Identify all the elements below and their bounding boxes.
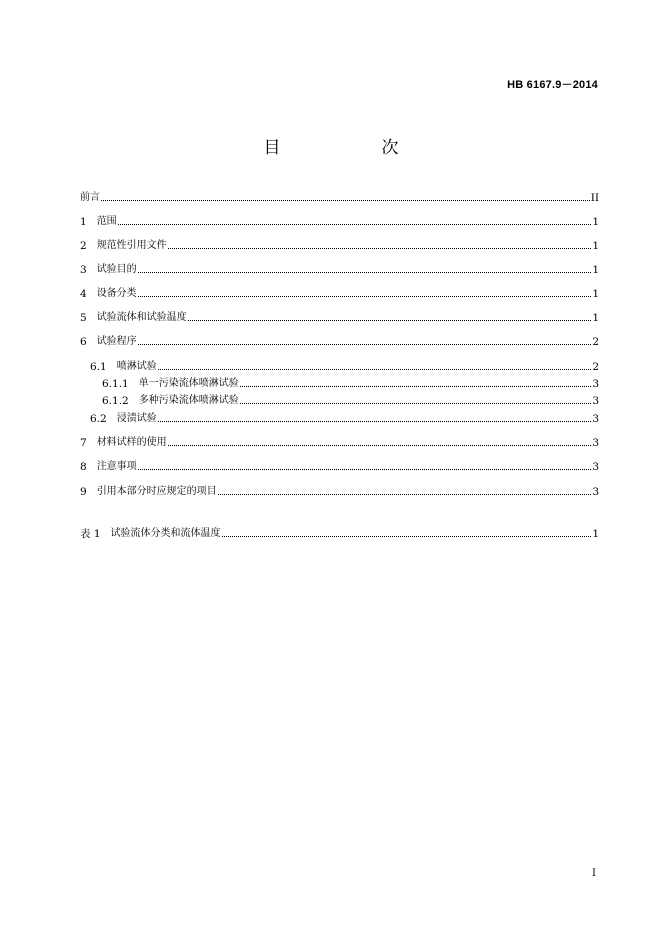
toc-entry-6[interactable]	[80, 333, 599, 349]
toc-leader-dots	[222, 535, 592, 537]
page-number: I	[592, 868, 596, 879]
toc-leader-dots	[138, 468, 592, 470]
toc-entry-3[interactable]	[80, 261, 599, 277]
toc-page-number: 3	[592, 486, 599, 498]
toc-entry-2[interactable]	[80, 237, 599, 253]
toc-page-number: 1	[592, 216, 599, 228]
toc-page-number: 3	[592, 437, 599, 449]
toc-leader-dots	[188, 319, 592, 321]
toc-page-number: 3	[592, 413, 599, 425]
toc-page-number: 1	[592, 312, 599, 324]
toc-section-number: 1	[80, 216, 87, 228]
toc-page-number: 3	[592, 378, 599, 390]
toc-table-entry-1[interactable]	[80, 525, 599, 541]
toc-entry-5[interactable]	[80, 309, 599, 325]
toc-page-number: 1	[592, 528, 599, 540]
toc-entry-8[interactable]	[80, 458, 599, 474]
toc-section-number: 6.1.2	[102, 395, 129, 407]
toc-section-number: 6.1	[90, 361, 107, 373]
toc-entry-title: 材料试样的使用	[96, 437, 167, 448]
toc-section-number: 9	[80, 486, 87, 498]
toc-leader-dots	[101, 199, 590, 201]
toc-entry-6-1[interactable]	[90, 358, 599, 374]
toc-entry-title: 引用本部分时应规定的项目	[96, 486, 217, 497]
toc-page-number: 2	[592, 361, 599, 373]
toc-page-number: 1	[592, 264, 599, 276]
toc-entry-title: 前言	[80, 192, 100, 203]
toc-entry-6-1-2[interactable]	[102, 392, 599, 408]
toc-entry-title: 试验流体分类和流体温度	[110, 528, 221, 539]
toc-leader-dots	[240, 402, 592, 404]
toc-section-number: 4	[80, 288, 87, 300]
toc-section-number: 3	[80, 264, 87, 276]
toc-leader-dots	[118, 223, 592, 225]
toc-section-number: 6.2	[90, 413, 107, 425]
page-title: 目 次	[263, 138, 441, 158]
toc-page-number: II	[590, 192, 599, 204]
toc-entry-title: 注意事项	[96, 461, 137, 472]
toc-entry-9[interactable]	[80, 483, 599, 499]
toc-section-number: 8	[80, 461, 87, 473]
toc-entry-title: 试验程序	[96, 336, 137, 347]
toc-entry-title: 多种污染流体喷淋试验	[138, 395, 239, 406]
toc-leader-dots	[138, 343, 592, 345]
toc-entry-title: 规范性引用文件	[96, 240, 167, 251]
toc-leader-dots	[218, 493, 592, 495]
toc-page-number: 1	[592, 240, 599, 252]
toc-entry-1[interactable]	[80, 213, 599, 229]
toc-page-number: 3	[592, 461, 599, 473]
toc-leader-dots	[138, 271, 592, 273]
toc-entry-title: 范围	[96, 216, 117, 227]
toc-entry-title: 喷淋试验	[116, 361, 157, 372]
toc-section-number: 7	[80, 437, 87, 449]
toc-leader-dots	[158, 368, 592, 370]
toc-entry-title: 设备分类	[96, 288, 137, 299]
toc-section-number: 5	[80, 312, 87, 324]
toc-entry-7[interactable]	[80, 434, 599, 450]
toc-section-number: 6	[80, 336, 87, 348]
toc-leader-dots	[240, 385, 592, 387]
toc-entry-6-2[interactable]	[90, 410, 599, 426]
document-code: HB 6167.9－2014	[507, 79, 598, 91]
toc-entry-title: 浸渍试验	[116, 413, 157, 424]
toc-entry-title: 单一污染流体喷淋试验	[138, 378, 239, 389]
toc-leader-dots	[168, 247, 592, 249]
toc-leader-dots	[168, 444, 592, 446]
toc-entry-foreword[interactable]	[80, 189, 599, 205]
toc-entry-4[interactable]	[80, 285, 599, 301]
toc-section-number: 6.1.1	[102, 378, 129, 390]
toc-entry-6-1-1[interactable]	[102, 375, 599, 391]
toc-leader-dots	[158, 420, 592, 422]
toc-page-number: 2	[592, 336, 599, 348]
toc-leader-dots	[138, 295, 592, 297]
toc-table-number: 表 1	[80, 528, 101, 540]
toc-page-number: 3	[592, 395, 599, 407]
toc-section-number: 2	[80, 240, 87, 252]
toc-entry-title: 试验流体和试验温度	[96, 312, 187, 323]
toc-page-number: 1	[592, 288, 599, 300]
toc-entry-title: 试验目的	[96, 264, 137, 275]
